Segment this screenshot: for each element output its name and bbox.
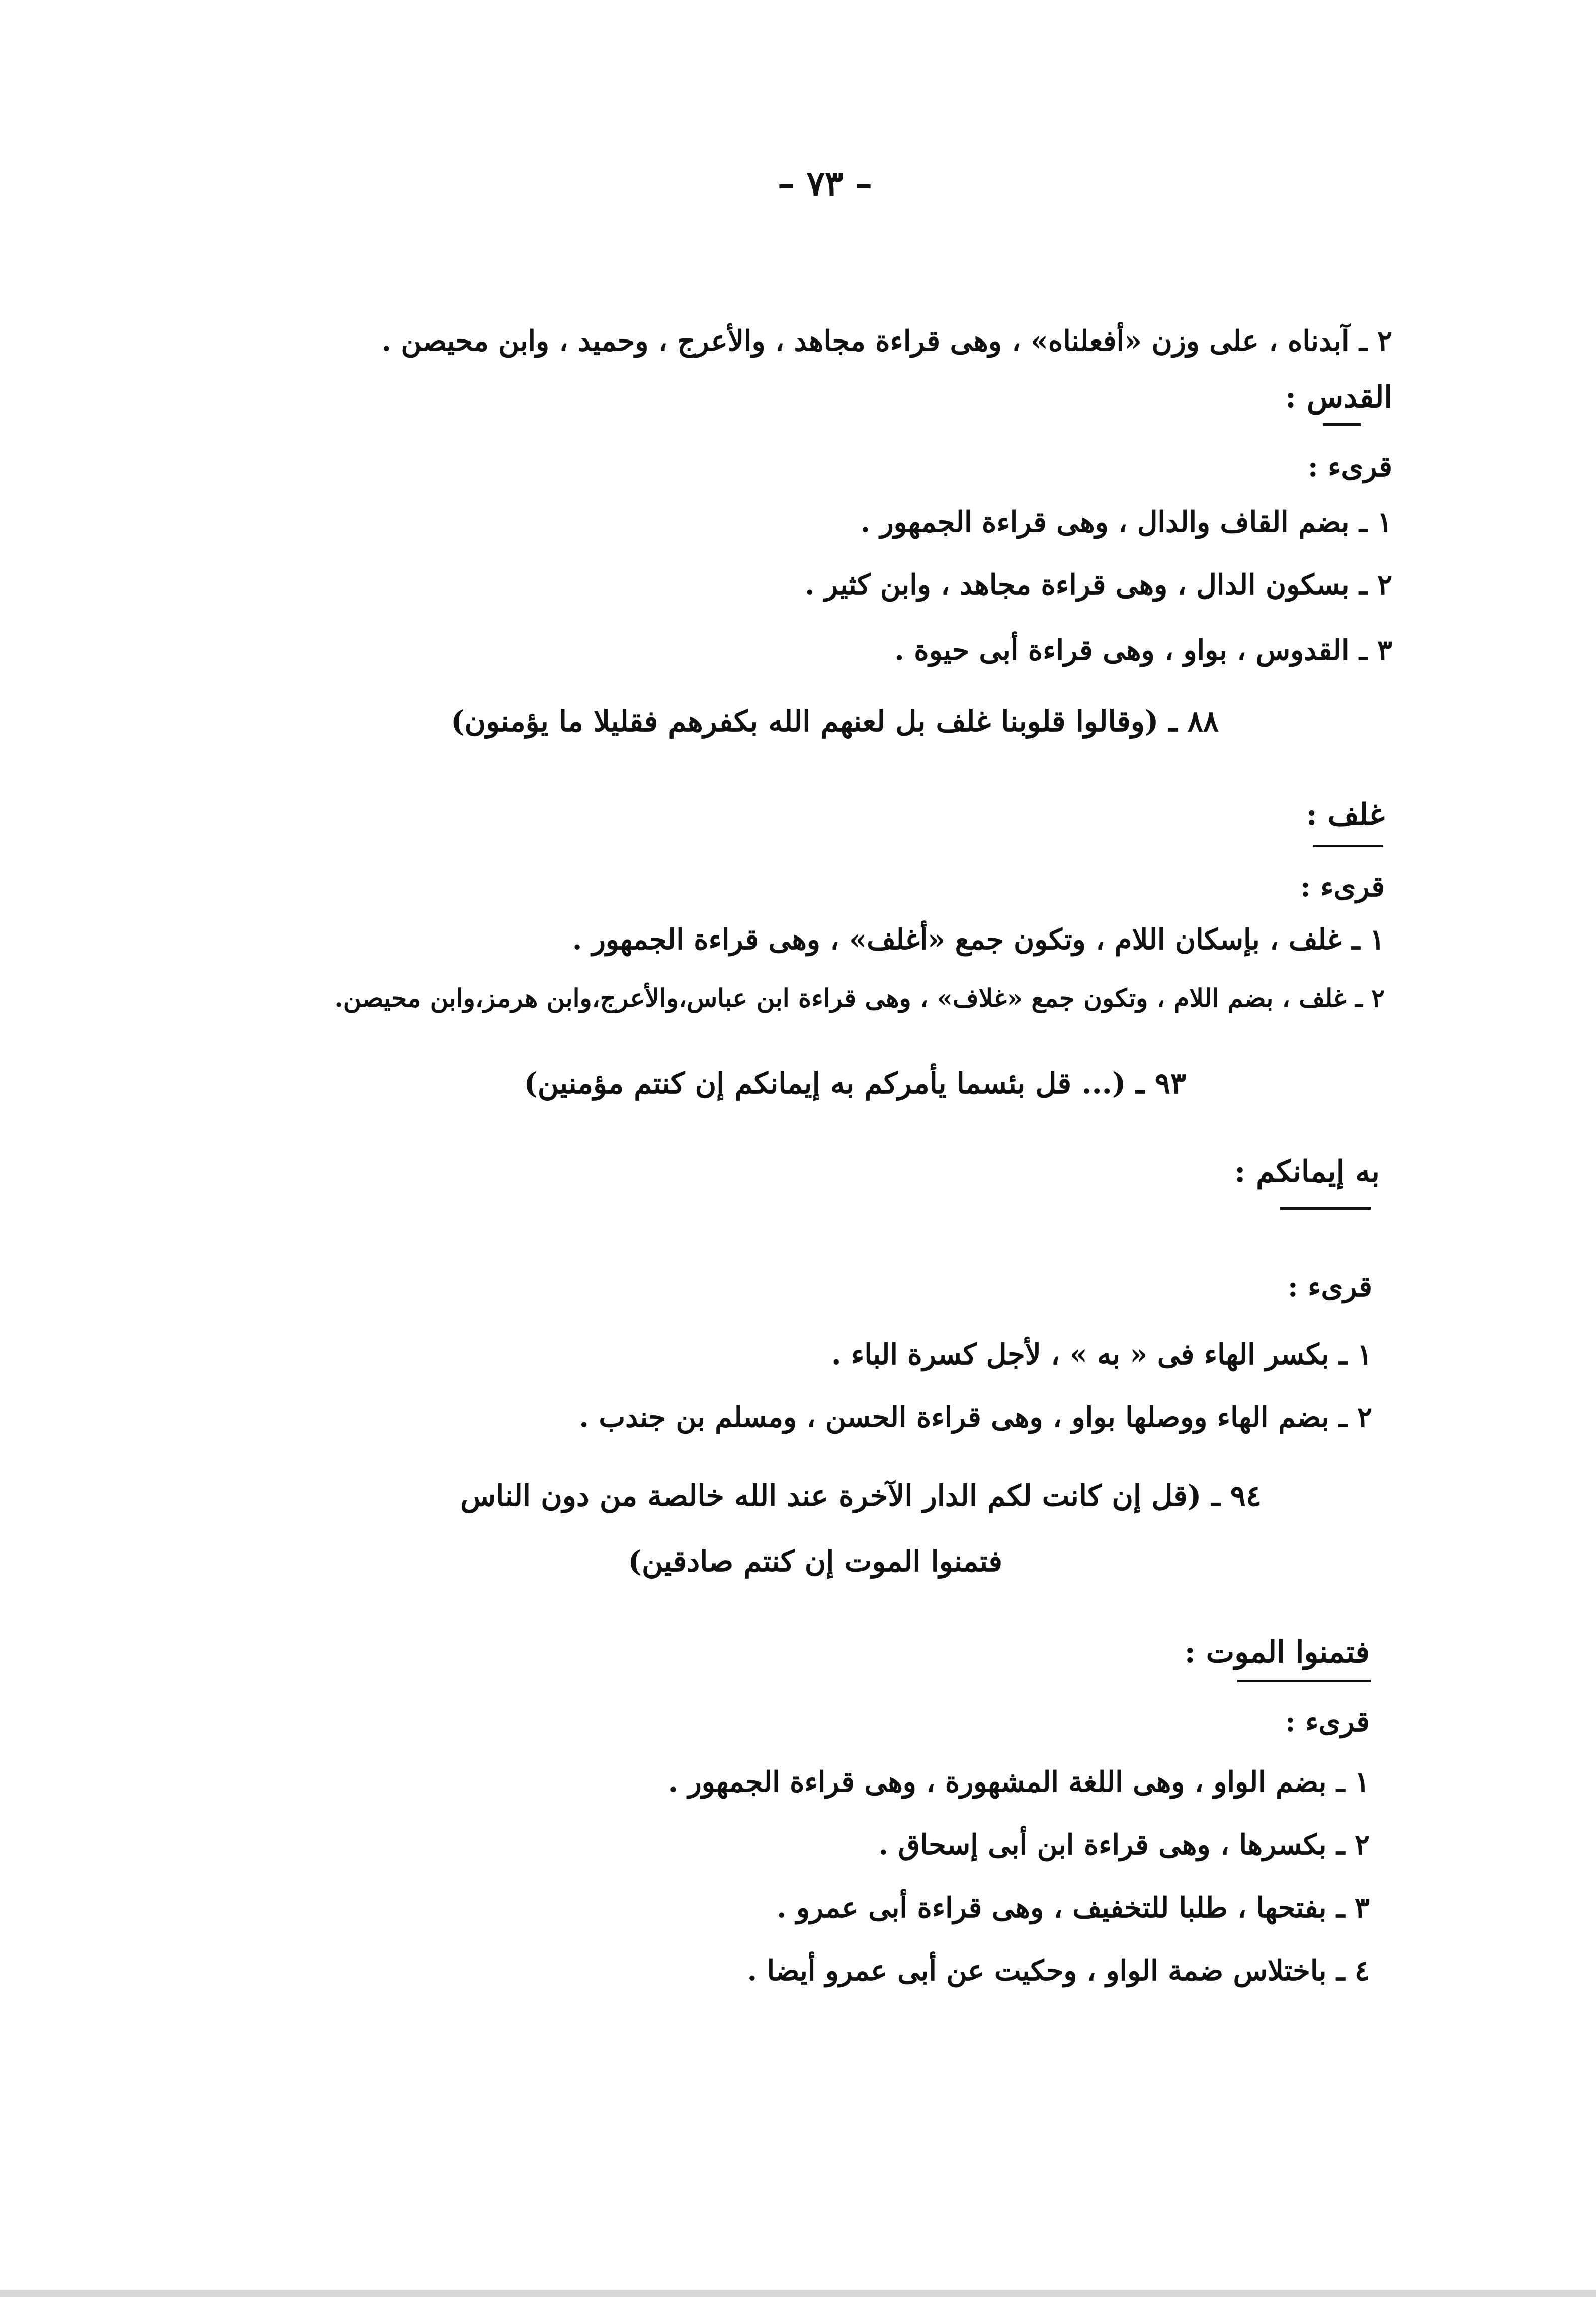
reading-1-1: ١ ـ بضم القاف والدال ، وهى قراءة الجمهور . xyxy=(860,505,1392,539)
label-qurie-4: قرىء : xyxy=(1285,1705,1370,1738)
reading-2-2: ٢ ـ غلف ، بضم اللام ، وتكون جمع «غلاف» ، وهى قراءة ابن عباس،والأعرج،وابن هرمز،وابن محيصن. xyxy=(334,983,1385,1013)
verse-94-line-1: ٩٤ ـ (قل إن كانت لكم الدار الآخرة عند الله خالصة من دون الناس xyxy=(460,1479,1262,1513)
heading-qudus: القدس : xyxy=(1285,380,1392,415)
reading-2-1: ١ ـ غلف ، بإسكان اللام ، وتكون جمع «أغلف» ، وهى قراءة الجمهور . xyxy=(572,923,1385,956)
reading-3-1: ١ ـ بكسر الهاء فى « به » ، لأجل كسرة الباء . xyxy=(831,1338,1372,1371)
verse-94-line-2: فتمنوا الموت إن كنتم صادقين) xyxy=(628,1544,1002,1578)
reading-3-2: ٢ ـ بضم الهاء ووصلها بواو ، وهى قراءة الحسن ، ومسلم بن جندب . xyxy=(579,1401,1372,1434)
heading-tamannaw-underline xyxy=(1237,1680,1371,1682)
reading-4-3: ٣ ـ بفتحها ، طلبا للتخفيف ، وهى قراءة أبى عمرو . xyxy=(776,1891,1370,1924)
label-qurie-1: قرىء : xyxy=(1308,450,1392,483)
verse-93: ٩٣ ـ (... قل بئسما يأمركم به إيمانكم إن كنتم مؤمنين) xyxy=(524,1066,1186,1100)
text-line-abadnah: ٢ ـ آبدناه ، على وزن «أفعلناه» ، وهى قراءة مجاهد ، والأعرج ، وحميد ، وابن محيصن . xyxy=(381,324,1392,358)
reading-4-2: ٢ ـ بكسرها ، وهى قراءة ابن أبى إسحاق . xyxy=(878,1828,1370,1861)
heading-bihi-imanukum: به إيمانكم : xyxy=(1234,1154,1380,1189)
label-qurie-2: قرىء : xyxy=(1300,870,1385,903)
heading-qudus-underline xyxy=(1323,423,1361,426)
reading-1-3: ٣ ـ القدوس ، بواو ، وهى قراءة أبى حيوة . xyxy=(894,634,1392,667)
heading-ghulf-underline xyxy=(1313,845,1383,847)
reading-4-1: ١ ـ بضم الواو ، وهى اللغة المشهورة ، وهى قراءة الجمهور . xyxy=(668,1765,1370,1799)
heading-ghulf: غلف : xyxy=(1306,797,1385,832)
page-number: – ٧٣ – xyxy=(777,163,873,204)
label-qurie-3: قرىء : xyxy=(1288,1270,1372,1303)
verse-88: ٨٨ ـ (وقالوا قلوبنا غلف بل لعنهم الله بكفرهم فقليلا ما يؤمنون) xyxy=(451,704,1219,738)
heading-bihi-underline xyxy=(1280,1207,1371,1210)
page-bottom-edge xyxy=(0,2290,1596,2297)
reading-4-4: ٤ ـ باختلاس ضمة الواو ، وحكيت عن أبى عمرو أيضا . xyxy=(747,1954,1370,1987)
heading-tamannaw-almawt: فتمنوا الموت : xyxy=(1184,1635,1370,1670)
reading-1-2: ٢ ـ بسكون الدال ، وهى قراءة مجاهد ، وابن كثير . xyxy=(805,568,1392,602)
